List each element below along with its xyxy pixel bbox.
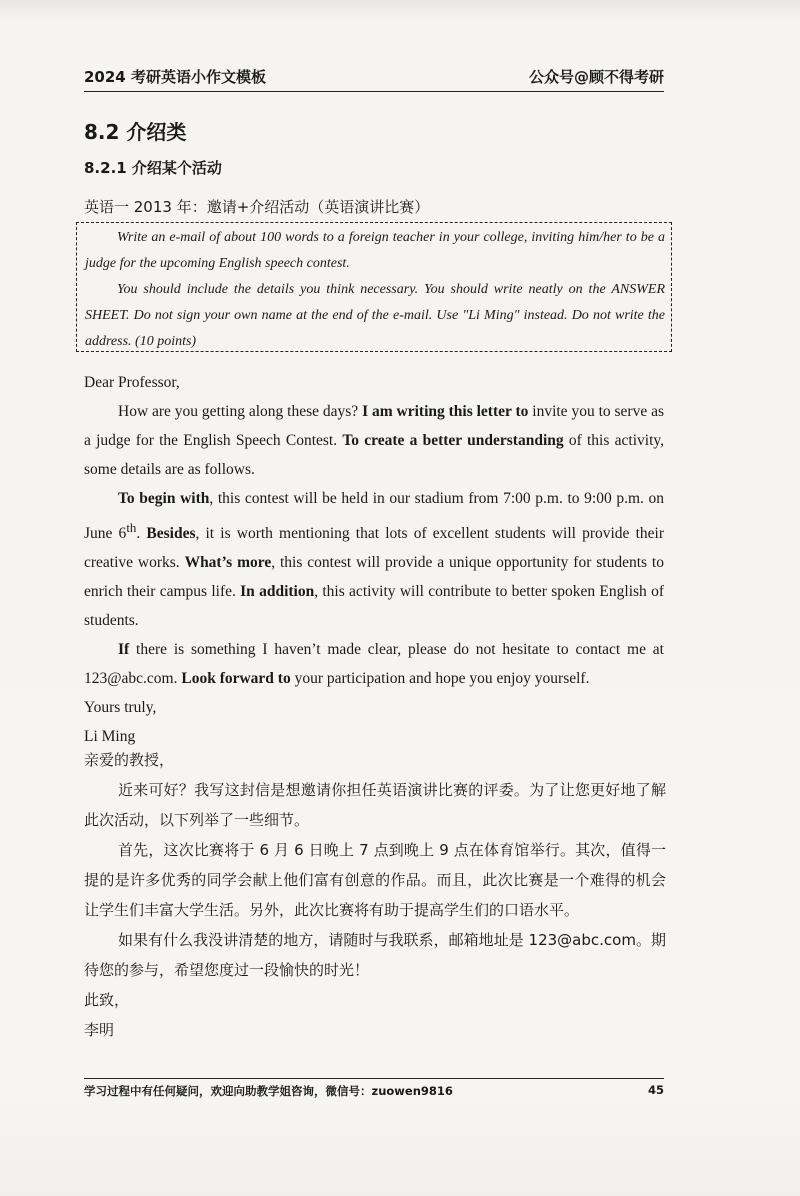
text-run: invite you to serve as a judge for the English Speech Contest. bbox=[84, 403, 664, 449]
header-book-title: 2024 考研英语小作文模板 bbox=[84, 68, 266, 86]
zh-closing: 此致， bbox=[84, 991, 130, 1009]
zh-greeting: 亲爱的教授， bbox=[84, 751, 175, 769]
text-run: there is something I haven’t made clear, please do not hesitate to contact me at 123@abc.com. bbox=[84, 641, 664, 688]
text-run: How are you getting along these days? bbox=[118, 403, 363, 420]
section-title: 8.2 介绍类 bbox=[84, 120, 187, 144]
bold-phrase: In addition bbox=[240, 583, 315, 601]
text-run: , this contest will provide a unique opportunity for students to enrich their campus life. bbox=[84, 554, 664, 601]
zh-signature: 李明 bbox=[84, 1021, 115, 1039]
bold-phrase: To begin with bbox=[118, 490, 210, 507]
bold-phrase: Look forward to bbox=[181, 670, 291, 688]
page-footer bbox=[84, 1078, 664, 1099]
text-run: . bbox=[136, 525, 147, 543]
footer-contact: 学习过程中有任何疑问，欢迎向助教学姐咨询，微信号：zuowen9816 bbox=[84, 1084, 453, 1098]
text-run: , this contest will be held in our stadium from 7:00 p.m. to 9:00 p.m. on June 6 bbox=[84, 490, 664, 543]
letter-english bbox=[84, 368, 664, 751]
bold-phrase: I am writing this letter to bbox=[362, 403, 529, 420]
zh-paragraph-2: 首先，这次比赛将于 6 月 6 日晚上 7 点到晚上 9 点在体育馆举行。其次，值得一提的是许多优秀的同学会献上他们富有创意的作品。而且，此次比赛是一个难得的机会让学生们丰富大学生活。另外，此次比赛将有助于提高学生们的口语水平。 bbox=[84, 841, 666, 919]
letter-paragraph-2 bbox=[84, 484, 664, 635]
text-run: , it is worth mentioning that lots of excellent students will provide their creative works. bbox=[84, 525, 664, 572]
text-run: of this activity, some details are as follows. bbox=[84, 432, 664, 478]
bold-phrase: To create a better understanding bbox=[342, 432, 564, 449]
text-run: , this activity will contribute to better spoken English of students. bbox=[84, 583, 664, 630]
letter-signature: Li Ming bbox=[84, 728, 136, 746]
page-number: 45 bbox=[647, 1083, 664, 1097]
header-account: 公众号@顾不得考研 bbox=[528, 68, 664, 86]
letter-greeting: Dear Professor, bbox=[84, 374, 180, 391]
letter-chinese bbox=[84, 745, 666, 1045]
topic-line: 英语一 2013 年：邀请+介绍活动（英语演讲比赛） bbox=[84, 198, 430, 216]
page-header bbox=[84, 66, 664, 92]
bold-phrase: What’s more bbox=[184, 554, 272, 572]
letter-closing: Yours truly, bbox=[84, 699, 157, 717]
letter-paragraph-1 bbox=[84, 397, 664, 484]
prompt-box bbox=[76, 222, 672, 352]
letter-paragraph-3 bbox=[84, 635, 664, 693]
zh-paragraph-1: 近来可好？我写这封信是想邀请你担任英语演讲比赛的评委。为了让您更好地了解此次活动，以下列举了一些细节。 bbox=[84, 781, 666, 829]
subsection-title: 8.2.1 介绍某个活动 bbox=[84, 159, 222, 177]
bold-phrase: Besides bbox=[146, 525, 196, 543]
text-run: your participation and hope you enjoy yourself. bbox=[290, 670, 590, 688]
prompt-paragraph-2: You should include the details you think necessary. You should write neatly on the ANSWER SHEET. Do not sign your own name at the end of the e-mail. Use "Li Ming" instead. Do not write the address. (10 points) bbox=[85, 282, 665, 349]
bold-phrase: If bbox=[118, 641, 130, 659]
text-run: th bbox=[126, 520, 137, 535]
zh-paragraph-3: 如果有什么我没讲清楚的地方，请随时与我联系，邮箱地址是 123@abc.com。期待您的参与，希望您度过一段愉快的时光！ bbox=[84, 931, 666, 979]
prompt-paragraph-1: Write an e-mail of about 100 words to a foreign teacher in your college, inviting him/her to be a judge for the upcoming English speech contest. bbox=[85, 230, 665, 271]
